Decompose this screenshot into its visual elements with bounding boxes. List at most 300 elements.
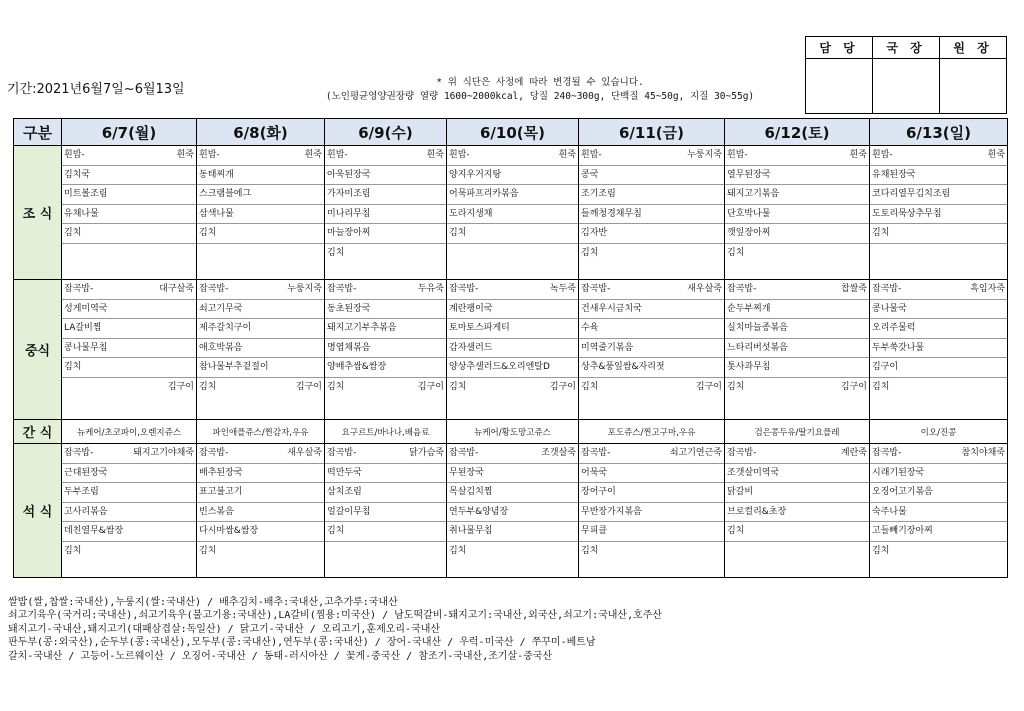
menu-line bbox=[579, 280, 724, 300]
menu-line bbox=[325, 522, 446, 542]
menu-item: 콩국 bbox=[581, 169, 599, 180]
menu-item-extra: 흰죽 bbox=[558, 150, 576, 160]
menu-item-extra: 김구이 bbox=[549, 381, 576, 392]
menu-line bbox=[870, 244, 1007, 263]
menu-line bbox=[447, 224, 578, 244]
menu-item-extra: 새우살죽 bbox=[287, 448, 322, 458]
menu-line bbox=[62, 300, 196, 320]
breakfast-cell bbox=[870, 146, 1008, 280]
menu-item: 미나리무침 bbox=[327, 208, 371, 219]
menu-item: 콩나물국 bbox=[872, 303, 907, 314]
menu-line bbox=[325, 185, 446, 205]
menu-item: 흰밥- bbox=[199, 150, 220, 160]
menu-line bbox=[447, 378, 578, 397]
menu-item: 김치 bbox=[199, 381, 217, 392]
menu-item: 성게미역국 bbox=[64, 303, 108, 314]
menu-item: 김치 bbox=[727, 526, 745, 536]
menu-item: 김치 bbox=[449, 228, 467, 238]
menu-item: 잡곡밥- bbox=[199, 448, 229, 458]
dinner-cell bbox=[325, 444, 447, 578]
menu-line bbox=[579, 503, 724, 523]
notice-line-2: (노인평균영양권장량 열량 1600~2000kcal, 당질 240~300g, 단백질 45~50g, 지질 30~55g) bbox=[325, 91, 755, 102]
menu-item: 잡곡밥- bbox=[727, 448, 757, 458]
menu-line bbox=[325, 503, 446, 523]
menu-item: 열무된장국 bbox=[727, 169, 771, 180]
menu-item: 동태찌개 bbox=[199, 169, 234, 180]
menu-line bbox=[579, 300, 724, 320]
menu-line bbox=[197, 280, 324, 300]
menu-item-extra: 흰죽 bbox=[176, 150, 194, 160]
menu-item: 잡곡밥- bbox=[872, 284, 902, 294]
menu-item: 계란팽이국 bbox=[449, 303, 493, 314]
menu-item: 흰밥- bbox=[64, 150, 85, 160]
menu-item-extra: 흰죽 bbox=[304, 150, 322, 160]
menu-line bbox=[325, 339, 446, 359]
origin-info bbox=[8, 596, 998, 663]
menu-line bbox=[447, 483, 578, 503]
menu-item-extra: 참치야채죽 bbox=[961, 448, 1005, 458]
menu-item: 깻잎장아찌 bbox=[727, 228, 771, 238]
menu-item: 쇠고기무국 bbox=[199, 303, 243, 314]
menu-item: 브로컬리&초장 bbox=[727, 506, 787, 517]
menu-line bbox=[197, 224, 324, 244]
menu-item: 김치 bbox=[872, 228, 890, 238]
snack-cell: 뉴케어/초코파이,오렌지쥬스 bbox=[62, 420, 197, 444]
menu-line bbox=[325, 280, 446, 300]
menu-line bbox=[447, 244, 578, 263]
menu-item: 어묵파프리카볶음 bbox=[449, 189, 519, 199]
menu-item: 감자샐러드 bbox=[449, 342, 493, 353]
menu-item: 흰밥- bbox=[581, 150, 602, 160]
menu-line bbox=[62, 378, 196, 397]
menu-item: 잡곡밥- bbox=[581, 284, 611, 294]
approval-box bbox=[805, 36, 1007, 114]
breakfast-cell bbox=[197, 146, 325, 280]
menu-line bbox=[870, 300, 1007, 320]
menu-item-extra: 돼지고기야채죽 bbox=[133, 448, 194, 458]
day-header: 6/8(화) bbox=[197, 119, 325, 146]
day-header: 6/13(일) bbox=[870, 119, 1008, 146]
menu-line bbox=[579, 444, 724, 464]
menu-line bbox=[62, 503, 196, 523]
menu-line bbox=[447, 464, 578, 484]
origin-line-1: 쌀밥(쌀,찹쌀:국내산),누룽지(쌀:국내산) / 배추김치-배추:국내산,고추가루:국내산 bbox=[8, 597, 398, 608]
menu-line bbox=[62, 522, 196, 542]
menu-line bbox=[870, 503, 1007, 523]
menu-item: 고사리볶음 bbox=[64, 506, 108, 517]
menu-line bbox=[579, 522, 724, 542]
menu-item: 잡곡밥- bbox=[327, 448, 357, 458]
menu-line bbox=[325, 358, 446, 378]
menu-line bbox=[870, 522, 1007, 542]
menu-line bbox=[62, 185, 196, 205]
menu-item-extra: 흑임자죽 bbox=[970, 284, 1005, 294]
menu-line bbox=[62, 358, 196, 378]
menu-item: 삼색나물 bbox=[199, 208, 234, 219]
menu-line bbox=[579, 205, 724, 225]
menu-item: 무반장가지볶음 bbox=[581, 506, 642, 517]
menu-line bbox=[725, 339, 869, 359]
menu-line bbox=[197, 319, 324, 339]
menu-item: 김치 bbox=[872, 381, 890, 392]
menu-line bbox=[197, 503, 324, 523]
menu-line bbox=[870, 339, 1007, 359]
menu-line bbox=[62, 542, 196, 561]
snack-cell: 뉴케어/황도망고쥬스 bbox=[447, 420, 579, 444]
menu-line bbox=[725, 444, 869, 464]
menu-item: 느타리버섯볶음 bbox=[727, 342, 788, 353]
menu-line bbox=[447, 185, 578, 205]
menu-item: 아욱된장국 bbox=[327, 169, 371, 180]
menu-item-extra: 두유죽 bbox=[417, 284, 444, 294]
menu-line bbox=[197, 205, 324, 225]
menu-line bbox=[725, 300, 869, 320]
menu-line bbox=[197, 300, 324, 320]
menu-line bbox=[579, 146, 724, 166]
menu-item: 마늘장아찌 bbox=[327, 228, 371, 238]
menu-item: 연두부&양념장 bbox=[449, 506, 509, 517]
menu-item-extra: 흰죽 bbox=[849, 150, 867, 160]
menu-item: 콩나물무침 bbox=[64, 342, 108, 353]
breakfast-cell bbox=[579, 146, 725, 280]
menu-item: 취나물무침 bbox=[449, 526, 493, 536]
menu-item: 흰밥- bbox=[872, 150, 893, 160]
dinner-cell bbox=[197, 444, 325, 578]
breakfast-cell bbox=[325, 146, 447, 280]
menu-line bbox=[725, 542, 869, 561]
dinner-cell bbox=[870, 444, 1008, 578]
menu-line bbox=[579, 464, 724, 484]
menu-item-extra: 흰죽 bbox=[426, 150, 444, 160]
menu-item: 얼갈이무침 bbox=[327, 506, 371, 517]
menu-line bbox=[579, 166, 724, 186]
menu-line bbox=[870, 166, 1007, 186]
menu-line bbox=[197, 339, 324, 359]
menu-line bbox=[197, 185, 324, 205]
menu-line bbox=[62, 444, 196, 464]
menu-item: 잡곡밥- bbox=[64, 448, 94, 458]
menu-line bbox=[725, 244, 869, 263]
snack-cell: 파인애플쥬스/찐감자,우유 bbox=[197, 420, 325, 444]
menu-line bbox=[579, 319, 724, 339]
menu-line bbox=[197, 358, 324, 378]
menu-line bbox=[325, 542, 446, 561]
menu-line bbox=[579, 244, 724, 263]
dinner-cell bbox=[579, 444, 725, 578]
menu-line bbox=[325, 146, 446, 166]
menu-item: 잡곡밥- bbox=[64, 284, 94, 294]
menu-item: 토마토스파게티 bbox=[449, 323, 510, 333]
day-header: 6/10(목) bbox=[447, 119, 579, 146]
menu-line bbox=[325, 483, 446, 503]
lunch-cell bbox=[725, 280, 870, 420]
menu-line bbox=[870, 464, 1007, 484]
menu-item: 근대된장국 bbox=[64, 467, 108, 478]
menu-line bbox=[725, 185, 869, 205]
menu-item: 배추된장국 bbox=[199, 467, 243, 478]
menu-item: 김치 bbox=[327, 247, 345, 258]
day-header: 6/9(수) bbox=[325, 119, 447, 146]
menu-line bbox=[725, 205, 869, 225]
origin-line-4: 판두부(콩:외국산),순두부(콩:국내산),모두부(콩:국내산),연두부(콩:국내산) / 장어-국내산 / 우럭-미국산 / 쭈꾸미-베트남 bbox=[8, 637, 596, 649]
menu-line bbox=[197, 378, 324, 397]
menu-line bbox=[870, 224, 1007, 244]
menu-item: 톳사과무침 bbox=[727, 362, 771, 372]
menu-item-extra: 닭가슴죽 bbox=[409, 448, 444, 458]
breakfast-cell bbox=[725, 146, 870, 280]
notice bbox=[290, 76, 790, 104]
menu-item: 잡곡밥- bbox=[449, 284, 479, 294]
menu-item: 김치 bbox=[64, 362, 82, 372]
row-label-dinner: 석 식 bbox=[14, 444, 62, 578]
menu-line bbox=[62, 464, 196, 484]
notice-line-1: * 위 식단은 사정에 따라 변경될 수 있습니다. bbox=[436, 77, 644, 88]
breakfast-cell bbox=[447, 146, 579, 280]
menu-line bbox=[325, 319, 446, 339]
menu-line bbox=[197, 444, 324, 464]
menu-line bbox=[725, 378, 869, 397]
menu-item: 조기조림 bbox=[581, 189, 616, 199]
dinner-cell bbox=[447, 444, 579, 578]
menu-line bbox=[325, 166, 446, 186]
lunch-cell bbox=[579, 280, 725, 420]
row-label-snack: 간 식 bbox=[14, 420, 62, 444]
menu-item: 제주갈치구이 bbox=[199, 323, 252, 333]
menu-line bbox=[725, 280, 869, 300]
snack-cell: 요구르트/바나나,배음료 bbox=[325, 420, 447, 444]
menu-item: 김치 bbox=[199, 228, 217, 238]
menu-line bbox=[447, 444, 578, 464]
menu-line bbox=[325, 300, 446, 320]
menu-item-extra: 김구이 bbox=[295, 381, 322, 392]
menu-line bbox=[447, 280, 578, 300]
menu-item: 시래기된장국 bbox=[872, 467, 925, 478]
menu-line bbox=[197, 483, 324, 503]
menu-line bbox=[62, 244, 196, 263]
menu-line bbox=[62, 339, 196, 359]
menu-item: 잡곡밥- bbox=[199, 284, 229, 294]
menu-item: 들깨청경채무침 bbox=[581, 208, 642, 219]
menu-line bbox=[325, 444, 446, 464]
menu-line bbox=[870, 358, 1007, 378]
approval-sign-1 bbox=[806, 59, 873, 114]
menu-line bbox=[870, 146, 1007, 166]
menu-line bbox=[579, 224, 724, 244]
menu-line bbox=[579, 542, 724, 561]
menu-item: 김치 bbox=[449, 545, 467, 556]
menu-item: 김치 bbox=[727, 247, 745, 258]
menu-item: 다시마쌈&쌈장 bbox=[199, 526, 259, 536]
menu-line bbox=[725, 522, 869, 542]
menu-line bbox=[447, 358, 578, 378]
menu-item: 김치 bbox=[581, 247, 599, 258]
menu-item: 잡곡밥- bbox=[727, 284, 757, 294]
menu-line bbox=[579, 378, 724, 397]
day-header: 6/12(토) bbox=[725, 119, 870, 146]
menu-item: 양지우거지탕 bbox=[449, 169, 502, 180]
menu-item: 고들빼기장아찌 bbox=[872, 526, 933, 536]
menu-line bbox=[325, 464, 446, 484]
menu-item: 코다리열무김치조림 bbox=[872, 189, 951, 199]
menu-item: 수육 bbox=[581, 323, 599, 333]
approval-label-2: 국 장 bbox=[873, 37, 940, 59]
menu-line bbox=[325, 224, 446, 244]
menu-line bbox=[62, 146, 196, 166]
menu-line bbox=[62, 205, 196, 225]
menu-item-extra: 김구이 bbox=[695, 381, 722, 392]
menu-line bbox=[579, 339, 724, 359]
menu-item: 도라지생채 bbox=[449, 208, 493, 219]
menu-item-extra: 김구이 bbox=[167, 381, 194, 392]
menu-line bbox=[325, 205, 446, 225]
menu-line bbox=[447, 146, 578, 166]
menu-item: 두부조림 bbox=[64, 487, 99, 497]
menu-line bbox=[447, 205, 578, 225]
menu-item: 김치 bbox=[64, 228, 82, 238]
menu-item: 양배추쌈&쌈장 bbox=[327, 362, 387, 372]
menu-line bbox=[725, 483, 869, 503]
menu-item: 표고불고기 bbox=[199, 487, 243, 497]
lunch-cell bbox=[197, 280, 325, 420]
approval-label-1: 담 당 bbox=[806, 37, 873, 59]
period-label: 기간:2021년6월7일~6월13일 bbox=[7, 82, 185, 97]
menu-item: 김치 bbox=[581, 545, 599, 556]
row-label-breakfast: 조 식 bbox=[14, 146, 62, 280]
menu-item: 오리주물럭 bbox=[872, 323, 916, 333]
approval-label-3: 원 장 bbox=[940, 37, 1007, 59]
menu-item: 잡곡밥- bbox=[872, 448, 902, 458]
menu-item: 어묵국 bbox=[581, 467, 608, 478]
menu-line bbox=[62, 280, 196, 300]
lunch-cell bbox=[325, 280, 447, 420]
menu-item: 참나물부추겉절이 bbox=[199, 362, 269, 372]
lunch-cell bbox=[870, 280, 1008, 420]
header-gubun: 구분 bbox=[14, 119, 62, 146]
breakfast-cell bbox=[62, 146, 197, 280]
menu-line bbox=[725, 146, 869, 166]
menu-line bbox=[579, 185, 724, 205]
menu-line bbox=[62, 224, 196, 244]
menu-line bbox=[197, 522, 324, 542]
menu-line bbox=[447, 300, 578, 320]
approval-sign-2 bbox=[873, 59, 940, 114]
menu-item: 유채된장국 bbox=[872, 169, 916, 180]
menu-item: 유채나물 bbox=[64, 208, 99, 219]
menu-item: 미트볼조림 bbox=[64, 189, 108, 199]
menu-item: 돼지고기부추볶음 bbox=[327, 323, 397, 333]
menu-item: LA갈비찜 bbox=[64, 323, 102, 333]
dinner-cell bbox=[725, 444, 870, 578]
menu-item: 떡만두국 bbox=[327, 467, 362, 478]
menu-item: 삼치조림 bbox=[327, 487, 362, 497]
menu-item-extra: 조갯살죽 bbox=[541, 448, 576, 458]
menu-item: 순두부찌개 bbox=[727, 303, 771, 314]
origin-line-5: 갈치-국내산 / 고등어-노르웨이산 / 오징어-국내산 / 동태-러시아산 / 꽃게-중국산 / 참조기-국내산,조기살-중국산 bbox=[8, 650, 553, 662]
menu-line bbox=[62, 319, 196, 339]
menu-item-extra: 김구이 bbox=[417, 381, 444, 392]
row-label-lunch: 중식 bbox=[14, 280, 62, 420]
menu-line bbox=[197, 244, 324, 263]
menu-item: 흰밥- bbox=[727, 150, 748, 160]
menu-item-extra: 누룽지죽 bbox=[287, 284, 322, 294]
menu-line bbox=[325, 244, 446, 263]
menu-line bbox=[579, 358, 724, 378]
menu-line bbox=[870, 444, 1007, 464]
menu-item: 김치 bbox=[327, 381, 345, 392]
menu-line bbox=[725, 166, 869, 186]
menu-line bbox=[447, 522, 578, 542]
menu-item: 명엽채볶음 bbox=[327, 342, 371, 353]
menu-item: 동초된장국 bbox=[327, 303, 371, 314]
menu-item-extra: 대구살죽 bbox=[159, 284, 194, 294]
menu-item: 양상추샐러드&오리엔탈D bbox=[449, 362, 550, 372]
menu-item: 김치 bbox=[727, 381, 745, 392]
menu-item: 스크램블에그 bbox=[199, 189, 252, 199]
menu-item: 목살김치찜 bbox=[449, 487, 493, 497]
menu-item: 흰밥- bbox=[449, 150, 470, 160]
day-header: 6/11(금) bbox=[579, 119, 725, 146]
menu-line bbox=[325, 378, 446, 397]
menu-item: 숙주나물 bbox=[872, 506, 907, 517]
menu-item: 김치 bbox=[581, 381, 599, 392]
dinner-cell bbox=[62, 444, 197, 578]
menu-item: 미역줄기볶음 bbox=[581, 342, 634, 353]
menu-line bbox=[197, 166, 324, 186]
menu-line bbox=[579, 483, 724, 503]
menu-item-extra: 찹쌀죽 bbox=[840, 284, 867, 294]
menu-line bbox=[447, 166, 578, 186]
menu-line bbox=[447, 319, 578, 339]
menu-line bbox=[62, 166, 196, 186]
menu-item: 오징어고기볶음 bbox=[872, 487, 933, 497]
menu-item: 김치 bbox=[449, 381, 467, 392]
menu-line bbox=[725, 503, 869, 523]
menu-item: 잡곡밥- bbox=[449, 448, 479, 458]
menu-item: 가자미조림 bbox=[327, 189, 371, 199]
menu-line bbox=[870, 542, 1007, 561]
menu-table bbox=[13, 118, 1008, 578]
menu-item: 실치마늘종볶음 bbox=[727, 323, 788, 333]
menu-line bbox=[725, 224, 869, 244]
menu-item: 데친열무&쌈장 bbox=[64, 526, 124, 536]
menu-item: 애호박볶음 bbox=[199, 342, 243, 353]
menu-item: 도토리묵상추무침 bbox=[872, 208, 942, 219]
menu-item: 김구이 bbox=[872, 362, 899, 372]
menu-line bbox=[725, 358, 869, 378]
menu-item: 두부쑥갓나물 bbox=[872, 342, 925, 353]
menu-item: 건새우시금치국 bbox=[581, 303, 642, 314]
menu-line bbox=[870, 205, 1007, 225]
menu-item: 무된장국 bbox=[449, 467, 484, 478]
menu-line bbox=[870, 378, 1007, 397]
menu-item: 김치국 bbox=[64, 169, 91, 180]
menu-item: 단호박나물 bbox=[727, 208, 771, 219]
lunch-cell bbox=[447, 280, 579, 420]
menu-line bbox=[870, 319, 1007, 339]
snack-cell: 이오/진콩 bbox=[870, 420, 1008, 444]
menu-item: 무피클 bbox=[581, 526, 608, 536]
menu-item-extra: 흰죽 bbox=[987, 150, 1005, 160]
menu-line bbox=[447, 542, 578, 561]
menu-item-extra: 녹두죽 bbox=[549, 284, 576, 294]
approval-sign-3 bbox=[940, 59, 1007, 114]
menu-item-extra: 쇠고기연근죽 bbox=[669, 448, 722, 458]
menu-line bbox=[725, 319, 869, 339]
snack-cell: 검은콩두유/딸기요플레 bbox=[725, 420, 870, 444]
menu-item: 장어구이 bbox=[581, 487, 616, 497]
menu-line bbox=[197, 542, 324, 561]
menu-line bbox=[62, 483, 196, 503]
